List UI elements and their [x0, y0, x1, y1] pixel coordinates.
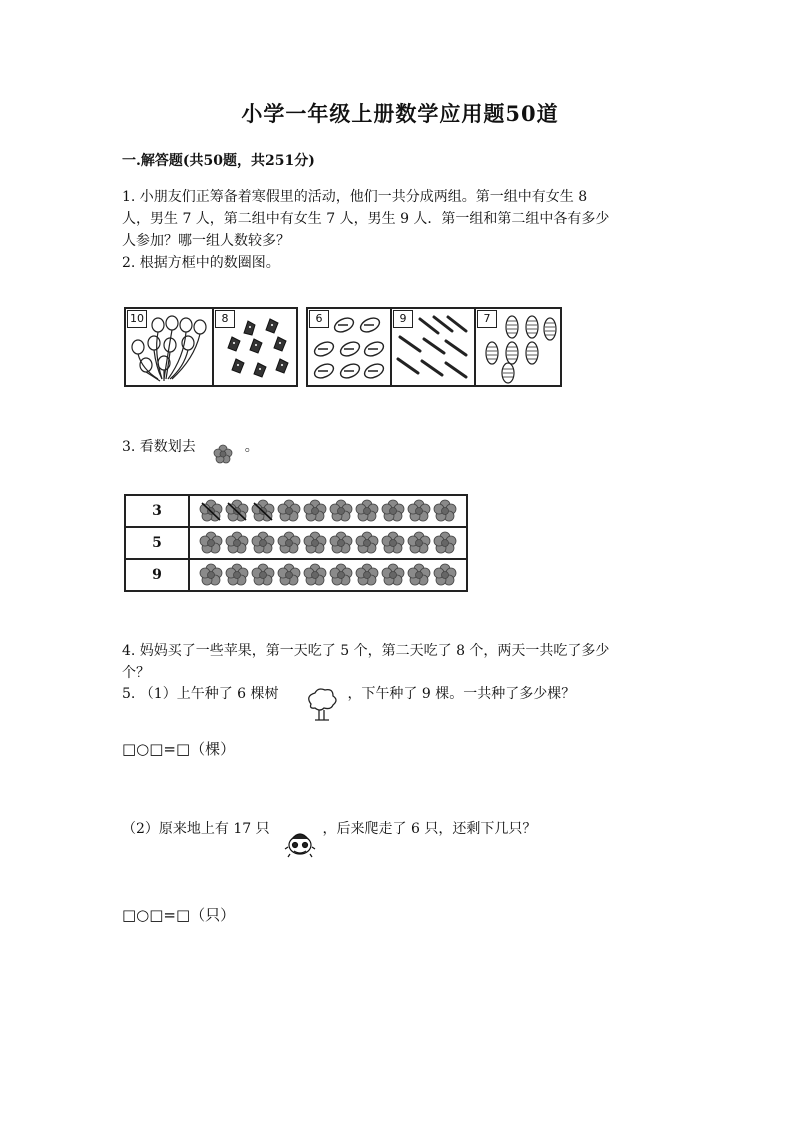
question-5-part-1-rest: ，下午种了 9 棵。一共种了多少棵？ [347, 686, 576, 702]
flower-icon [250, 499, 276, 523]
balloons-illustration [128, 313, 210, 385]
question-4 [122, 640, 682, 684]
picture-cell-slippers [308, 309, 392, 385]
row-number: 5 [125, 527, 189, 559]
question-3-text: 3. 看数划去 [122, 439, 196, 455]
table-row [125, 495, 467, 527]
flower-icon [354, 499, 380, 523]
pencils-illustration [394, 313, 474, 385]
corn-illustration [478, 313, 558, 385]
formula-ladybugs: □○□=□（只） [122, 906, 236, 924]
flower-icon [432, 499, 458, 523]
flower-icon [380, 531, 406, 555]
picture-cell-pencils [392, 309, 476, 385]
flower-icon [406, 531, 432, 555]
picture-cell-corn [476, 309, 560, 385]
flower-icon [432, 531, 458, 555]
flower-icon [224, 563, 250, 587]
flower-table [124, 494, 468, 592]
cell-number: 6 [309, 310, 329, 328]
flower-icon [380, 563, 406, 587]
picture-box-group-left [124, 307, 298, 387]
flower-icon [276, 499, 302, 523]
flower-icon [432, 563, 458, 587]
question-5-part-1 [122, 683, 722, 722]
flower-icon [406, 499, 432, 523]
flower-icon [406, 563, 432, 587]
flower-row [189, 527, 467, 559]
table-row [125, 527, 467, 559]
formula-trees: □○□=□（棵） [122, 740, 236, 758]
flower-icon [354, 531, 380, 555]
question-2: 2. 根据方框中的数圈图。 [122, 255, 280, 271]
picture-cell-balloons [126, 309, 214, 385]
flower-icon [328, 499, 354, 523]
question-5-part-2 [122, 818, 722, 859]
flower-icon [276, 563, 302, 587]
cell-number: 9 [393, 310, 413, 328]
question-5-part-2-text: （2）原来地上有 17 只 [122, 821, 270, 837]
question-1-line-1: 1. 小朋友们正筹备着寒假里的活动，他们一共分成两组。第一组中有女生 8 [122, 189, 588, 205]
picture-cell-strawberries [214, 309, 298, 385]
flower-icon [276, 531, 302, 555]
flower-icon [198, 563, 224, 587]
picture-box-group-right [306, 307, 562, 387]
row-number: 9 [125, 559, 189, 591]
flower-icon [328, 531, 354, 555]
slippers-illustration [310, 313, 390, 385]
row-number: 3 [125, 495, 189, 527]
flower-icon [250, 563, 276, 587]
question-1-line-3: 人参加？哪一组人数较多？ [122, 233, 290, 249]
flower-icon [380, 499, 406, 523]
question-3-suffix: 。 [244, 439, 259, 455]
flower-icon [328, 563, 354, 587]
flower-icon [198, 499, 224, 523]
flower-row [189, 495, 467, 527]
flower-icon [212, 443, 234, 465]
question-1 [122, 186, 682, 252]
page-title: 小学一年级上册数学应用题50道 [241, 101, 559, 126]
flower-row [189, 559, 467, 591]
flower-icon [354, 563, 380, 587]
question-4-line-2: 个？ [122, 665, 150, 681]
flower-icon [250, 531, 276, 555]
section-heading: 一.解答题(共50题，共251分) [122, 153, 315, 169]
cell-number: 8 [215, 310, 235, 328]
table-row [125, 559, 467, 591]
flower-icon [224, 499, 250, 523]
cell-number: 7 [477, 310, 497, 328]
cell-number: 10 [127, 310, 147, 328]
question-4-line-1: 4. 妈妈买了一些苹果，第一天吃了 5 个，第二天吃了 8 个，两天一共吃了多少 [122, 643, 610, 659]
flower-icon [198, 531, 224, 555]
strawberries-illustration [218, 313, 294, 383]
flower-icon [302, 499, 328, 523]
question-5-part-2-rest: ，后来爬走了 6 只，还剩下几只？ [322, 821, 537, 837]
question-5-part-1-text: 5. （1）上午种了 6 棵树 [122, 686, 279, 702]
tree-icon [303, 688, 339, 722]
question-3 [122, 436, 682, 465]
flower-icon [302, 563, 328, 587]
flower-icon [224, 531, 250, 555]
ladybug-icon [284, 827, 316, 859]
flower-icon [302, 531, 328, 555]
question-1-line-2: 人，男生 7 人，第二组中有女生 7 人，男生 9 人．第一组和第二组中各有多少 [122, 211, 610, 227]
